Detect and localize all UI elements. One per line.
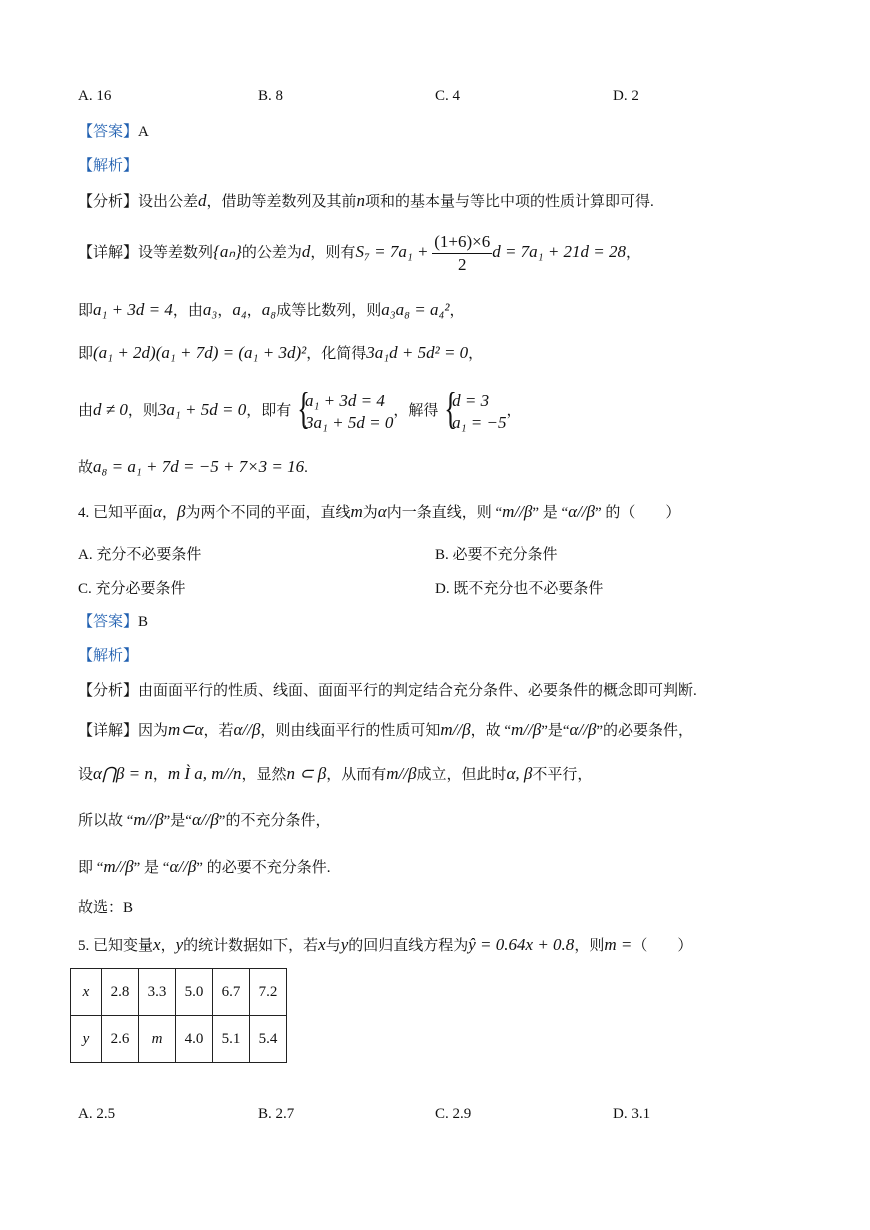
text: ” 是 “	[532, 505, 569, 521]
math: a₈ = a₁ + 7d = −5 + 7×3 = 16	[93, 457, 305, 476]
text: 故	[78, 460, 94, 476]
math: {aₙ}	[213, 242, 242, 261]
text: ，	[246, 303, 262, 319]
math: m//β	[103, 857, 134, 876]
table-header-cell: y	[71, 1016, 102, 1063]
math: α//β	[233, 720, 261, 739]
math: α, β	[506, 764, 533, 783]
table-cell: m	[139, 1016, 176, 1063]
q3-analysis-label: 【解析】	[78, 158, 139, 174]
math: β	[176, 502, 186, 521]
math: a₄	[232, 300, 247, 319]
text: 不平行，	[532, 767, 593, 783]
text: 由面面平行的性质、线面、面面平行的判定结合充分条件、必要条件的概念即可判断.	[138, 683, 697, 699]
math: y	[340, 935, 349, 954]
text: 由	[78, 403, 94, 419]
detail-label: 【详解】	[78, 723, 139, 739]
text: 5. 已知变量	[78, 938, 154, 954]
text: ，则有	[310, 245, 356, 261]
math: α//β	[568, 502, 595, 521]
fenxi-label: 【分析】	[78, 683, 139, 699]
math: S₇ = 7a₁ +	[355, 242, 429, 261]
text: ”是“	[163, 813, 192, 829]
text: .	[304, 460, 308, 476]
math: d	[301, 242, 311, 261]
math: α	[377, 502, 387, 521]
q4-detail-line-2	[78, 764, 592, 785]
table-cell: 2.8	[102, 969, 139, 1016]
table-cell: 5.4	[250, 1016, 287, 1063]
detail-label: 【详解】	[78, 245, 139, 261]
math: a₃	[202, 300, 218, 319]
q4-option-a: A. 充分不必要条件	[78, 547, 202, 563]
text: 所以故 “	[78, 813, 134, 829]
text: 内一条直线，则 “	[386, 505, 503, 521]
math: α⋂β = n	[93, 764, 153, 783]
math: n ⊂ β	[286, 764, 327, 783]
math: m//β	[133, 810, 164, 829]
q3-detail-line-5	[78, 457, 308, 478]
text: 设	[78, 767, 94, 783]
text: 即	[78, 303, 94, 319]
math: x	[318, 935, 326, 954]
table-header-cell: x	[71, 969, 102, 1016]
q3-option-c: C. 4	[435, 88, 461, 104]
answer-value: B	[138, 614, 149, 630]
text: ，	[506, 403, 522, 419]
text: 的统计数据如下，若	[183, 938, 319, 954]
math: a₃a₈ = a₄²	[381, 300, 450, 319]
text: ” 的（ ）	[594, 505, 681, 521]
fraction	[432, 231, 492, 276]
text: 为	[362, 505, 378, 521]
q4-option-c: C. 充分必要条件	[78, 581, 186, 597]
text: ，则	[574, 938, 605, 954]
q5-data-table	[70, 968, 287, 1063]
text: ，	[449, 303, 465, 319]
math: 3a₁d + 5d² = 0	[366, 343, 469, 362]
math: α	[153, 502, 162, 521]
q4-fenxi	[78, 681, 697, 701]
text: ，化简得	[306, 346, 367, 362]
answer-label: 【答案】	[78, 614, 139, 630]
text: ，若	[203, 723, 234, 739]
text: 设等差数列	[138, 245, 214, 261]
table-cell: 2.6	[102, 1016, 139, 1063]
q3-detail-line-4	[78, 386, 522, 435]
q3-detail-line-2	[78, 300, 465, 321]
text: 即 “	[78, 860, 104, 876]
text: ，由	[172, 303, 203, 319]
text: ，	[152, 767, 168, 783]
math: y	[175, 935, 184, 954]
q3-option-d: D. 2	[613, 88, 639, 104]
math: α//β	[169, 857, 197, 876]
text: ，即有	[246, 403, 292, 419]
text: ，解得	[393, 403, 439, 419]
answer-value: A	[138, 124, 149, 140]
math: α//β	[191, 810, 219, 829]
q3-answer	[78, 122, 149, 142]
text: ，	[468, 346, 484, 362]
math: α//β	[569, 720, 597, 739]
equation-system	[295, 390, 393, 434]
math: a₈	[261, 300, 277, 319]
q3-fenxi	[78, 191, 654, 212]
text: ，	[626, 245, 642, 261]
q5-stem	[78, 935, 692, 956]
q4-choice: 故选：B	[78, 900, 134, 916]
math-var: d	[198, 191, 207, 210]
text: ，	[217, 303, 233, 319]
system-row: 3a₁ + 5d = 0	[305, 412, 394, 432]
table-cell: 5.0	[176, 969, 213, 1016]
math: m//β	[440, 720, 471, 739]
system-row: { a₁ + 3d = 4	[305, 390, 385, 410]
text: 的公差为	[241, 245, 302, 261]
math: 3a₁ + 5d = 0	[157, 400, 247, 419]
table-row	[71, 969, 287, 1016]
text: 即	[78, 346, 94, 362]
math: m Ì a, m//n	[167, 764, 242, 783]
text: （ ）	[632, 938, 693, 954]
text: ，故 “	[470, 723, 511, 739]
table-cell: 7.2	[250, 969, 287, 1016]
text: ，则	[127, 403, 158, 419]
text: 设出公差	[138, 194, 199, 210]
table-row	[71, 1016, 287, 1063]
q4-option-d: D. 既不充分也不必要条件	[435, 581, 604, 597]
math: m//β	[386, 764, 417, 783]
q4-analysis-label: 【解析】	[78, 648, 139, 664]
table-cell: 5.1	[213, 1016, 250, 1063]
system-row: a₁ = −5	[452, 412, 507, 432]
q5-option-d: D. 3.1	[613, 1106, 651, 1122]
answer-label: 【答案】	[78, 124, 139, 140]
text: ，从而有	[326, 767, 387, 783]
text: ，则由线面平行的性质可知	[260, 723, 441, 739]
text: 与	[325, 938, 341, 954]
math: ŷ = 0.64x + 0.8	[468, 935, 575, 954]
fraction-numerator: (1+6)×6	[432, 231, 492, 254]
text: ，	[161, 505, 177, 521]
system-row: { d = 3	[452, 390, 490, 410]
text: 4. 已知平面	[78, 505, 154, 521]
text: ，	[160, 938, 176, 954]
text: ”的必要条件，	[596, 723, 694, 739]
math: x	[153, 935, 161, 954]
text: 成等比数列，则	[276, 303, 382, 319]
text: ” 的必要不充分条件.	[196, 860, 331, 876]
text: ，显然	[241, 767, 287, 783]
math: m//β	[502, 502, 533, 521]
math: a₁ + 3d = 4	[93, 300, 173, 319]
text: ，借助等差数列及其前	[206, 194, 357, 210]
q5-option-b: B. 2.7	[258, 1106, 295, 1122]
table-cell: 4.0	[176, 1016, 213, 1063]
q5-option-a: A. 2.5	[78, 1106, 116, 1122]
fenxi-label: 【分析】	[78, 194, 139, 210]
text: 为两个不同的平面，直线	[185, 505, 351, 521]
q4-option-b: B. 必要不充分条件	[435, 547, 558, 563]
math: d ≠ 0	[93, 400, 128, 419]
q3-option-a: A. 16	[78, 88, 112, 104]
q4-stem	[78, 502, 680, 523]
q3-detail-line-3	[78, 343, 483, 364]
table-cell: 6.7	[213, 969, 250, 1016]
q5-option-c: C. 2.9	[435, 1106, 472, 1122]
math: (a₁ + 2d)(a₁ + 7d) = (a₁ + 3d)²	[93, 343, 307, 362]
text: 成立，但此时	[416, 767, 507, 783]
math: m⊂α	[168, 720, 204, 739]
math: d = 7a₁ + 21d = 28	[492, 242, 627, 261]
text: ”是“	[541, 723, 570, 739]
q4-detail-line-4	[78, 857, 330, 878]
table-cell: 3.3	[139, 969, 176, 1016]
q4-detail-line-3	[78, 810, 330, 831]
q3-option-b: B. 8	[258, 88, 284, 104]
text: 的回归直线方程为	[348, 938, 469, 954]
text: ” 是 “	[133, 860, 170, 876]
equation-system	[442, 390, 506, 434]
q4-answer	[78, 612, 148, 632]
fraction-denominator: 2	[457, 255, 467, 275]
q4-detail-line-1	[78, 720, 693, 741]
text: 因为	[138, 723, 169, 739]
q3-detail-line-1	[78, 230, 641, 276]
math: m =	[604, 935, 633, 954]
text: ”的不充分条件，	[218, 813, 331, 829]
math-var: n	[356, 191, 366, 210]
math: m//β	[510, 720, 542, 739]
text: 项和的基本量与等比中项的性质计算即可得.	[365, 194, 654, 210]
math: m	[350, 502, 363, 521]
